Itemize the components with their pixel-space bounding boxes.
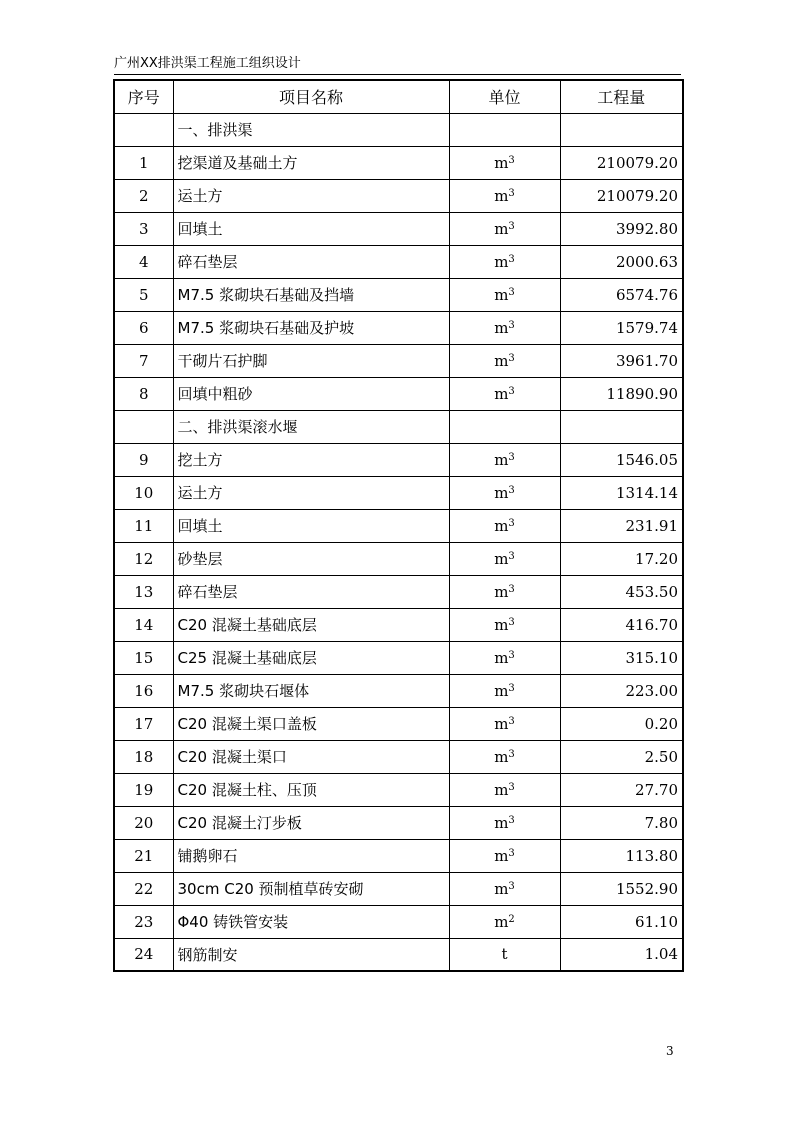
cell-unit bbox=[449, 278, 560, 311]
cell-quantity: 1.04 bbox=[560, 938, 683, 971]
unit-base: m bbox=[494, 153, 509, 172]
table-row bbox=[114, 410, 683, 443]
table-row bbox=[114, 476, 683, 509]
cell-item-name: M7.5 浆砌块石基础及挡墙 bbox=[173, 278, 449, 311]
cell-item-name: 碎石垫层 bbox=[173, 575, 449, 608]
cell-unit bbox=[449, 311, 560, 344]
table-row bbox=[114, 575, 683, 608]
cell-quantity: 3961.70 bbox=[560, 344, 683, 377]
cell-unit bbox=[449, 245, 560, 278]
column-header-unit: 单位 bbox=[449, 80, 560, 113]
unit-exponent: 3 bbox=[508, 319, 515, 331]
unit-exponent: 3 bbox=[508, 385, 515, 397]
table-row bbox=[114, 443, 683, 476]
column-header-quantity: 工程量 bbox=[560, 80, 683, 113]
unit-base: m bbox=[494, 780, 509, 799]
cell-no: 12 bbox=[114, 542, 173, 575]
unit-exponent: 3 bbox=[508, 187, 515, 199]
table-row bbox=[114, 113, 683, 146]
unit-base: m bbox=[494, 912, 509, 931]
cell-quantity: 416.70 bbox=[560, 608, 683, 641]
table-row bbox=[114, 344, 683, 377]
cell-unit bbox=[449, 575, 560, 608]
unit-base: m bbox=[494, 186, 509, 205]
cell-quantity: 7.80 bbox=[560, 806, 683, 839]
cell-item-name: M7.5 浆砌块石基础及护坡 bbox=[173, 311, 449, 344]
cell-item-name: C20 混凝土渠口 bbox=[173, 740, 449, 773]
cell-unit bbox=[449, 773, 560, 806]
cell-item-name: 回填中粗砂 bbox=[173, 377, 449, 410]
unit-exponent: 3 bbox=[508, 517, 515, 529]
unit-base: m bbox=[494, 252, 509, 271]
cell-no bbox=[114, 113, 173, 146]
table-row bbox=[114, 542, 683, 575]
unit-base: m bbox=[494, 714, 509, 733]
cell-no: 2 bbox=[114, 179, 173, 212]
cell-quantity bbox=[560, 410, 683, 443]
cell-no: 7 bbox=[114, 344, 173, 377]
cell-item-name: M7.5 浆砌块石堰体 bbox=[173, 674, 449, 707]
table-row bbox=[114, 872, 683, 905]
cell-quantity: 223.00 bbox=[560, 674, 683, 707]
unit-base: m bbox=[494, 648, 509, 667]
cell-item-name: 挖渠道及基础土方 bbox=[173, 146, 449, 179]
table-row bbox=[114, 707, 683, 740]
table-row bbox=[114, 377, 683, 410]
table-row bbox=[114, 641, 683, 674]
cell-item-name: C25 混凝土基础底层 bbox=[173, 641, 449, 674]
table-row bbox=[114, 179, 683, 212]
cell-unit bbox=[449, 179, 560, 212]
table-row bbox=[114, 938, 683, 971]
cell-no: 22 bbox=[114, 872, 173, 905]
unit-base: m bbox=[494, 516, 509, 535]
cell-no: 19 bbox=[114, 773, 173, 806]
cell-quantity: 1552.90 bbox=[560, 872, 683, 905]
table-row bbox=[114, 212, 683, 245]
cell-quantity: 2000.63 bbox=[560, 245, 683, 278]
table-row bbox=[114, 509, 683, 542]
cell-item-name: 运土方 bbox=[173, 179, 449, 212]
cell-item-name: 一、排洪渠 bbox=[173, 113, 449, 146]
unit-exponent: 3 bbox=[508, 616, 515, 628]
cell-unit bbox=[449, 740, 560, 773]
unit-base: m bbox=[494, 450, 509, 469]
cell-no: 14 bbox=[114, 608, 173, 641]
cell-unit bbox=[449, 113, 560, 146]
cell-item-name: C20 混凝土基础底层 bbox=[173, 608, 449, 641]
cell-unit bbox=[449, 443, 560, 476]
unit-exponent: 3 bbox=[508, 253, 515, 265]
cell-no: 1 bbox=[114, 146, 173, 179]
cell-item-name: 钢筋制安 bbox=[173, 938, 449, 971]
unit-exponent: 3 bbox=[508, 220, 515, 232]
cell-quantity: 2.50 bbox=[560, 740, 683, 773]
cell-unit bbox=[449, 872, 560, 905]
cell-unit bbox=[449, 344, 560, 377]
cell-quantity: 453.50 bbox=[560, 575, 683, 608]
unit-exponent: 3 bbox=[508, 748, 515, 760]
unit-exponent: 3 bbox=[508, 880, 515, 892]
page-number: 3 bbox=[666, 1044, 674, 1058]
table-row bbox=[114, 608, 683, 641]
unit-exponent: 2 bbox=[508, 913, 515, 925]
cell-unit bbox=[449, 707, 560, 740]
cell-no: 16 bbox=[114, 674, 173, 707]
column-header-no: 序号 bbox=[114, 80, 173, 113]
unit-base: m bbox=[494, 483, 509, 502]
cell-quantity: 1314.14 bbox=[560, 476, 683, 509]
cell-item-name: 回填土 bbox=[173, 212, 449, 245]
cell-no: 11 bbox=[114, 509, 173, 542]
unit-base: m bbox=[494, 384, 509, 403]
cell-item-name: 二、排洪渠滚水堰 bbox=[173, 410, 449, 443]
cell-no: 24 bbox=[114, 938, 173, 971]
cell-no: 23 bbox=[114, 905, 173, 938]
table-header-row bbox=[114, 80, 683, 113]
cell-no: 21 bbox=[114, 839, 173, 872]
unit-exponent: 3 bbox=[508, 451, 515, 463]
cell-no: 20 bbox=[114, 806, 173, 839]
cell-quantity: 1579.74 bbox=[560, 311, 683, 344]
table-row bbox=[114, 311, 683, 344]
unit-base: m bbox=[494, 879, 509, 898]
unit-exponent: 3 bbox=[508, 154, 515, 166]
unit-base: m bbox=[494, 747, 509, 766]
table-row bbox=[114, 278, 683, 311]
cell-quantity: 11890.90 bbox=[560, 377, 683, 410]
unit-base: m bbox=[494, 846, 509, 865]
cell-item-name: 铺鹅卵石 bbox=[173, 839, 449, 872]
unit-base: m bbox=[494, 318, 509, 337]
column-header-name: 项目名称 bbox=[173, 80, 449, 113]
cell-item-name: 砂垫层 bbox=[173, 542, 449, 575]
cell-no: 4 bbox=[114, 245, 173, 278]
cell-no: 15 bbox=[114, 641, 173, 674]
table-row bbox=[114, 773, 683, 806]
unit-exponent: 3 bbox=[508, 682, 515, 694]
cell-quantity: 6574.76 bbox=[560, 278, 683, 311]
cell-no: 17 bbox=[114, 707, 173, 740]
cell-unit bbox=[449, 608, 560, 641]
cell-no: 10 bbox=[114, 476, 173, 509]
cell-item-name: C20 混凝土柱、压顶 bbox=[173, 773, 449, 806]
cell-quantity: 61.10 bbox=[560, 905, 683, 938]
cell-unit bbox=[449, 542, 560, 575]
unit-base: m bbox=[494, 681, 509, 700]
cell-quantity: 315.10 bbox=[560, 641, 683, 674]
cell-quantity: 1546.05 bbox=[560, 443, 683, 476]
unit-exponent: 3 bbox=[508, 715, 515, 727]
unit-exponent: 3 bbox=[508, 583, 515, 595]
cell-quantity: 0.20 bbox=[560, 707, 683, 740]
table-body bbox=[114, 113, 683, 971]
quantity-table bbox=[113, 79, 684, 972]
cell-unit bbox=[449, 410, 560, 443]
cell-no: 6 bbox=[114, 311, 173, 344]
cell-item-name: Φ40 铸铁管安装 bbox=[173, 905, 449, 938]
cell-item-name: 30cm C20 预制植草砖安砌 bbox=[173, 872, 449, 905]
cell-no bbox=[114, 410, 173, 443]
unit-base: m bbox=[494, 351, 509, 370]
unit-exponent: 3 bbox=[508, 286, 515, 298]
cell-no: 13 bbox=[114, 575, 173, 608]
unit-exponent: 3 bbox=[508, 484, 515, 496]
cell-item-name: C20 混凝土渠口盖板 bbox=[173, 707, 449, 740]
cell-quantity: 231.91 bbox=[560, 509, 683, 542]
cell-unit bbox=[449, 377, 560, 410]
cell-unit bbox=[449, 641, 560, 674]
table-row bbox=[114, 146, 683, 179]
cell-quantity bbox=[560, 113, 683, 146]
cell-quantity: 27.70 bbox=[560, 773, 683, 806]
cell-unit bbox=[449, 146, 560, 179]
unit-exponent: 3 bbox=[508, 781, 515, 793]
unit-base: m bbox=[494, 582, 509, 601]
cell-unit bbox=[449, 509, 560, 542]
unit-base: m bbox=[494, 219, 509, 238]
unit-base: m bbox=[494, 285, 509, 304]
unit-base: t bbox=[501, 945, 508, 964]
cell-quantity: 113.80 bbox=[560, 839, 683, 872]
cell-unit bbox=[449, 476, 560, 509]
cell-quantity: 210079.20 bbox=[560, 146, 683, 179]
cell-no: 5 bbox=[114, 278, 173, 311]
table-row bbox=[114, 245, 683, 278]
cell-quantity: 17.20 bbox=[560, 542, 683, 575]
cell-quantity: 3992.80 bbox=[560, 212, 683, 245]
document-header: 广州XX排洪渠工程施工组织设计 bbox=[114, 56, 681, 75]
cell-unit bbox=[449, 212, 560, 245]
cell-unit bbox=[449, 806, 560, 839]
table-row bbox=[114, 806, 683, 839]
cell-quantity: 210079.20 bbox=[560, 179, 683, 212]
table-row bbox=[114, 905, 683, 938]
unit-exponent: 3 bbox=[508, 847, 515, 859]
cell-no: 18 bbox=[114, 740, 173, 773]
cell-item-name: 回填土 bbox=[173, 509, 449, 542]
unit-base: m bbox=[494, 549, 509, 568]
cell-no: 8 bbox=[114, 377, 173, 410]
cell-item-name: C20 混凝土汀步板 bbox=[173, 806, 449, 839]
cell-item-name: 挖土方 bbox=[173, 443, 449, 476]
unit-exponent: 3 bbox=[508, 352, 515, 364]
unit-exponent: 3 bbox=[508, 814, 515, 826]
cell-item-name: 运土方 bbox=[173, 476, 449, 509]
cell-unit bbox=[449, 674, 560, 707]
table-row bbox=[114, 740, 683, 773]
unit-exponent: 3 bbox=[508, 550, 515, 562]
cell-item-name: 碎石垫层 bbox=[173, 245, 449, 278]
cell-no: 9 bbox=[114, 443, 173, 476]
cell-unit bbox=[449, 905, 560, 938]
cell-no: 3 bbox=[114, 212, 173, 245]
cell-item-name: 干砌片石护脚 bbox=[173, 344, 449, 377]
table-row bbox=[114, 839, 683, 872]
unit-base: m bbox=[494, 813, 509, 832]
table-row bbox=[114, 674, 683, 707]
cell-unit bbox=[449, 938, 560, 971]
cell-unit bbox=[449, 839, 560, 872]
unit-base: m bbox=[494, 615, 509, 634]
unit-exponent: 3 bbox=[508, 649, 515, 661]
